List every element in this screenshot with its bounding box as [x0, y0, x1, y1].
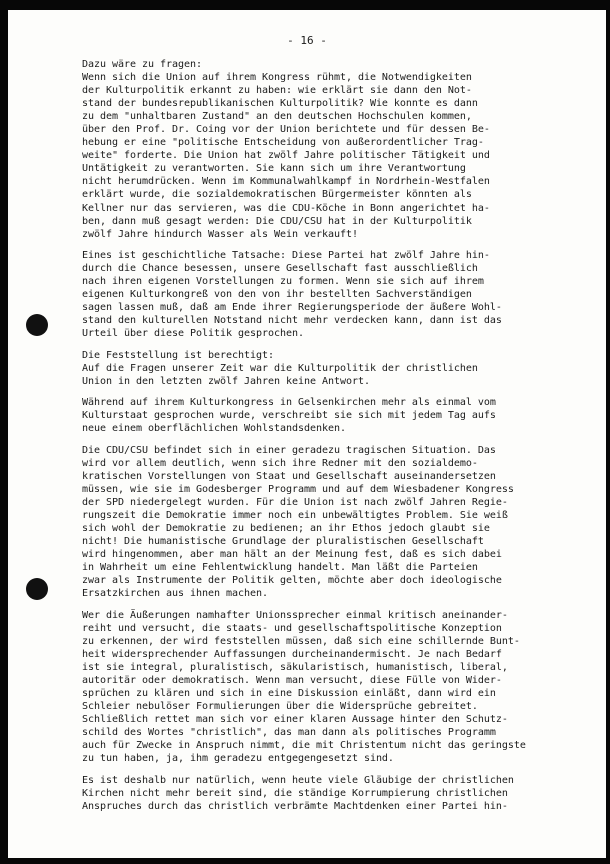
paragraph	[82, 249, 582, 340]
text-line: Eines ist geschichtliche Tatsache: Diese Partei hat zwölf Jahre hin-	[82, 250, 490, 262]
text-line: durch die Chance besessen, unsere Gesellschaft fast ausschließlich	[82, 263, 478, 275]
text-line: in Wahrheit um eine Fehlentwicklung handelt. Man läßt die Parteien	[82, 562, 478, 574]
text-line: sich wohl der Demokratie zu bedienen; an ihr Ethos jedoch glaubt sie	[82, 523, 490, 535]
text-line: kratischen Vorstellungen von Staat und Gesellschaft auseinandersetzen	[82, 470, 496, 482]
text-line: Kellner nur das servieren, was die CDU-Köche in Bonn angerichtet ha-	[82, 202, 490, 214]
text-line: eigenen Kulturkongreß von den von ihr bestellten Sachverständigen	[82, 289, 472, 301]
text-line: über den Prof. Dr. Coing vor der Union berichtete und für dessen Be-	[82, 124, 490, 136]
text-line: ist sie integral, pluralistisch, säkularistisch, humanistisch, liberal,	[82, 661, 508, 673]
paragraph	[82, 609, 582, 766]
text-line: sprüchen zu klären und sich in eine Diskussion einläßt, dann wird ein	[82, 688, 496, 700]
punch-hole	[26, 314, 48, 336]
text-line: zu dem "unhaltbaren Zustand" an den deutschen Hochschulen kommen,	[82, 111, 472, 123]
text-line: hebung er eine "politische Entscheidung von außerordentlicher Trag-	[82, 137, 484, 149]
text-line: Untätigkeit zu verantworten. Sie kann sich um ihre Verantwortung	[82, 163, 466, 175]
text-line: wird hingenommen, aber man hält an der Meinung fest, daß es sich dabei	[82, 549, 502, 561]
text-line: Während auf ihrem Kulturkongress in Gelsenkirchen mehr als einmal vom	[82, 397, 496, 409]
text-line: Anspruches durch das christlich verbrämte Machtdenken einer Partei hin-	[82, 800, 508, 812]
text-line: Schleier nebulöser Formulierungen über die Widersprüche gebreitet.	[82, 701, 478, 713]
text-line: autoritär oder demokratisch. Wenn man versucht, diese Fülle von Wider-	[82, 675, 502, 687]
text-line: schild des Wortes "christlich", das man dann als politisches Programm	[82, 727, 496, 739]
text-line: heit widersprechender Auffassungen durcheinandermischt. Je nach Bedarf	[82, 648, 502, 660]
paragraph	[82, 58, 582, 241]
punch-hole	[26, 578, 48, 600]
text-line: zwar als Instrumente der Politik gelten, möchte aber doch ideologische	[82, 575, 502, 587]
text-line: Union in den letzten zwölf Jahren keine Antwort.	[82, 375, 370, 387]
body-text	[82, 58, 582, 821]
text-line: weite" forderte. Die Union hat zwölf Jahre politischer Tätigkeit und	[82, 150, 490, 162]
text-line: Es ist deshalb nur natürlich, wenn heute viele Gläubige der christlichen	[82, 774, 514, 786]
text-line: erklärt wurde, die sozialdemokratischen Bürgermeister könnten als	[82, 189, 472, 201]
text-line: Auf die Fragen unserer Zeit war die Kulturpolitik der christlichen	[82, 362, 478, 374]
paragraph	[82, 774, 582, 813]
text-line: neue einem oberflächlichen Wohlstandsdenken.	[82, 423, 346, 435]
paragraph	[82, 349, 582, 388]
text-line: Urteil über diese Politik gesprochen.	[82, 328, 304, 340]
text-line: rungszeit die Demokratie immer noch ein unbewältigtes Problem. Sie weiß	[82, 510, 508, 522]
text-line: nach ihren eigenen Vorstellungen zu formen. Wenn sie sich auf ihrem	[82, 276, 484, 288]
text-line: sagen lassen muß, daß am Ende ihrer Regierungsperiode der äußere Wohl-	[82, 302, 502, 314]
text-line: Schließlich rettet man sich vor einer klaren Aussage hinter den Schutz-	[82, 714, 508, 726]
text-line: Wenn sich die Union auf ihrem Kongress rühmt, die Notwendigkeiten	[82, 72, 472, 84]
text-line: nicht! Die humanistische Grundlage der pluralistischen Gesellschaft	[82, 536, 484, 548]
text-line: Ersatzkirchen aus ihnen machen.	[82, 588, 268, 600]
text-line: reiht und versucht, die staats- und gesellschaftspolitische Konzeption	[82, 622, 502, 634]
text-line: Die Feststellung ist berechtigt:	[82, 349, 274, 361]
text-line: der Kulturpolitik erkannt zu haben: wie erklärt sie dann den Not-	[82, 85, 472, 97]
text-line: nicht herumdrücken. Wenn im Kommunalwahlkampf in Nordrhein-Westfalen	[82, 176, 490, 188]
text-line: Dazu wäre zu fragen:	[82, 59, 202, 70]
text-line: Wer die Äußerungen namhafter Unionssprecher einmal kritisch aneinander-	[82, 609, 508, 621]
text-line: zwölf Jahre hindurch Wasser als Wein verkauft!	[82, 228, 358, 240]
text-line: stand der bundesrepublikanischen Kulturpolitik? Wie konnte es dann	[82, 98, 478, 110]
text-line: zu tun haben, ja, ihm geradezu entgegengesetzt sind.	[82, 753, 394, 765]
text-line: Kirchen nicht mehr bereit sind, die ständige Korrumpierung christlichen	[82, 787, 508, 799]
document-page	[8, 10, 606, 858]
text-line: ben, dann muß gesagt werden: Die CDU/CSU hat in der Kulturpolitik	[82, 215, 472, 227]
text-line: müssen, wie sie im Godesberger Programm und auf dem Wiesbadener Kongress	[82, 483, 514, 495]
page-number: - 16 -	[287, 34, 327, 47]
text-line: auch für Zwecke in Anspruch nimmt, die mit Christentum nicht das geringste	[82, 740, 526, 752]
text-line: zu erkennen, der wird feststellen müssen, daß sich eine schillernde Bunt-	[82, 635, 520, 647]
text-line: Kulturstaat gesprochen wurde, verschreibt sie sich mit jedem Tag aufs	[82, 410, 496, 422]
text-line: Die CDU/CSU befindet sich in einer geradezu tragischen Situation. Das	[82, 444, 496, 456]
text-line: stand den kulturellen Notstand nicht mehr verdecken kann, dann ist das	[82, 315, 502, 327]
paragraph	[82, 396, 582, 435]
paragraph	[82, 444, 582, 601]
text-line: wird vor allem deutlich, wenn sich ihre Redner mit den sozialdemo-	[82, 457, 478, 469]
text-line: der SPD niedergelegt wurden. Für die Union ist nach zwölf Jahren Regie-	[82, 497, 508, 509]
